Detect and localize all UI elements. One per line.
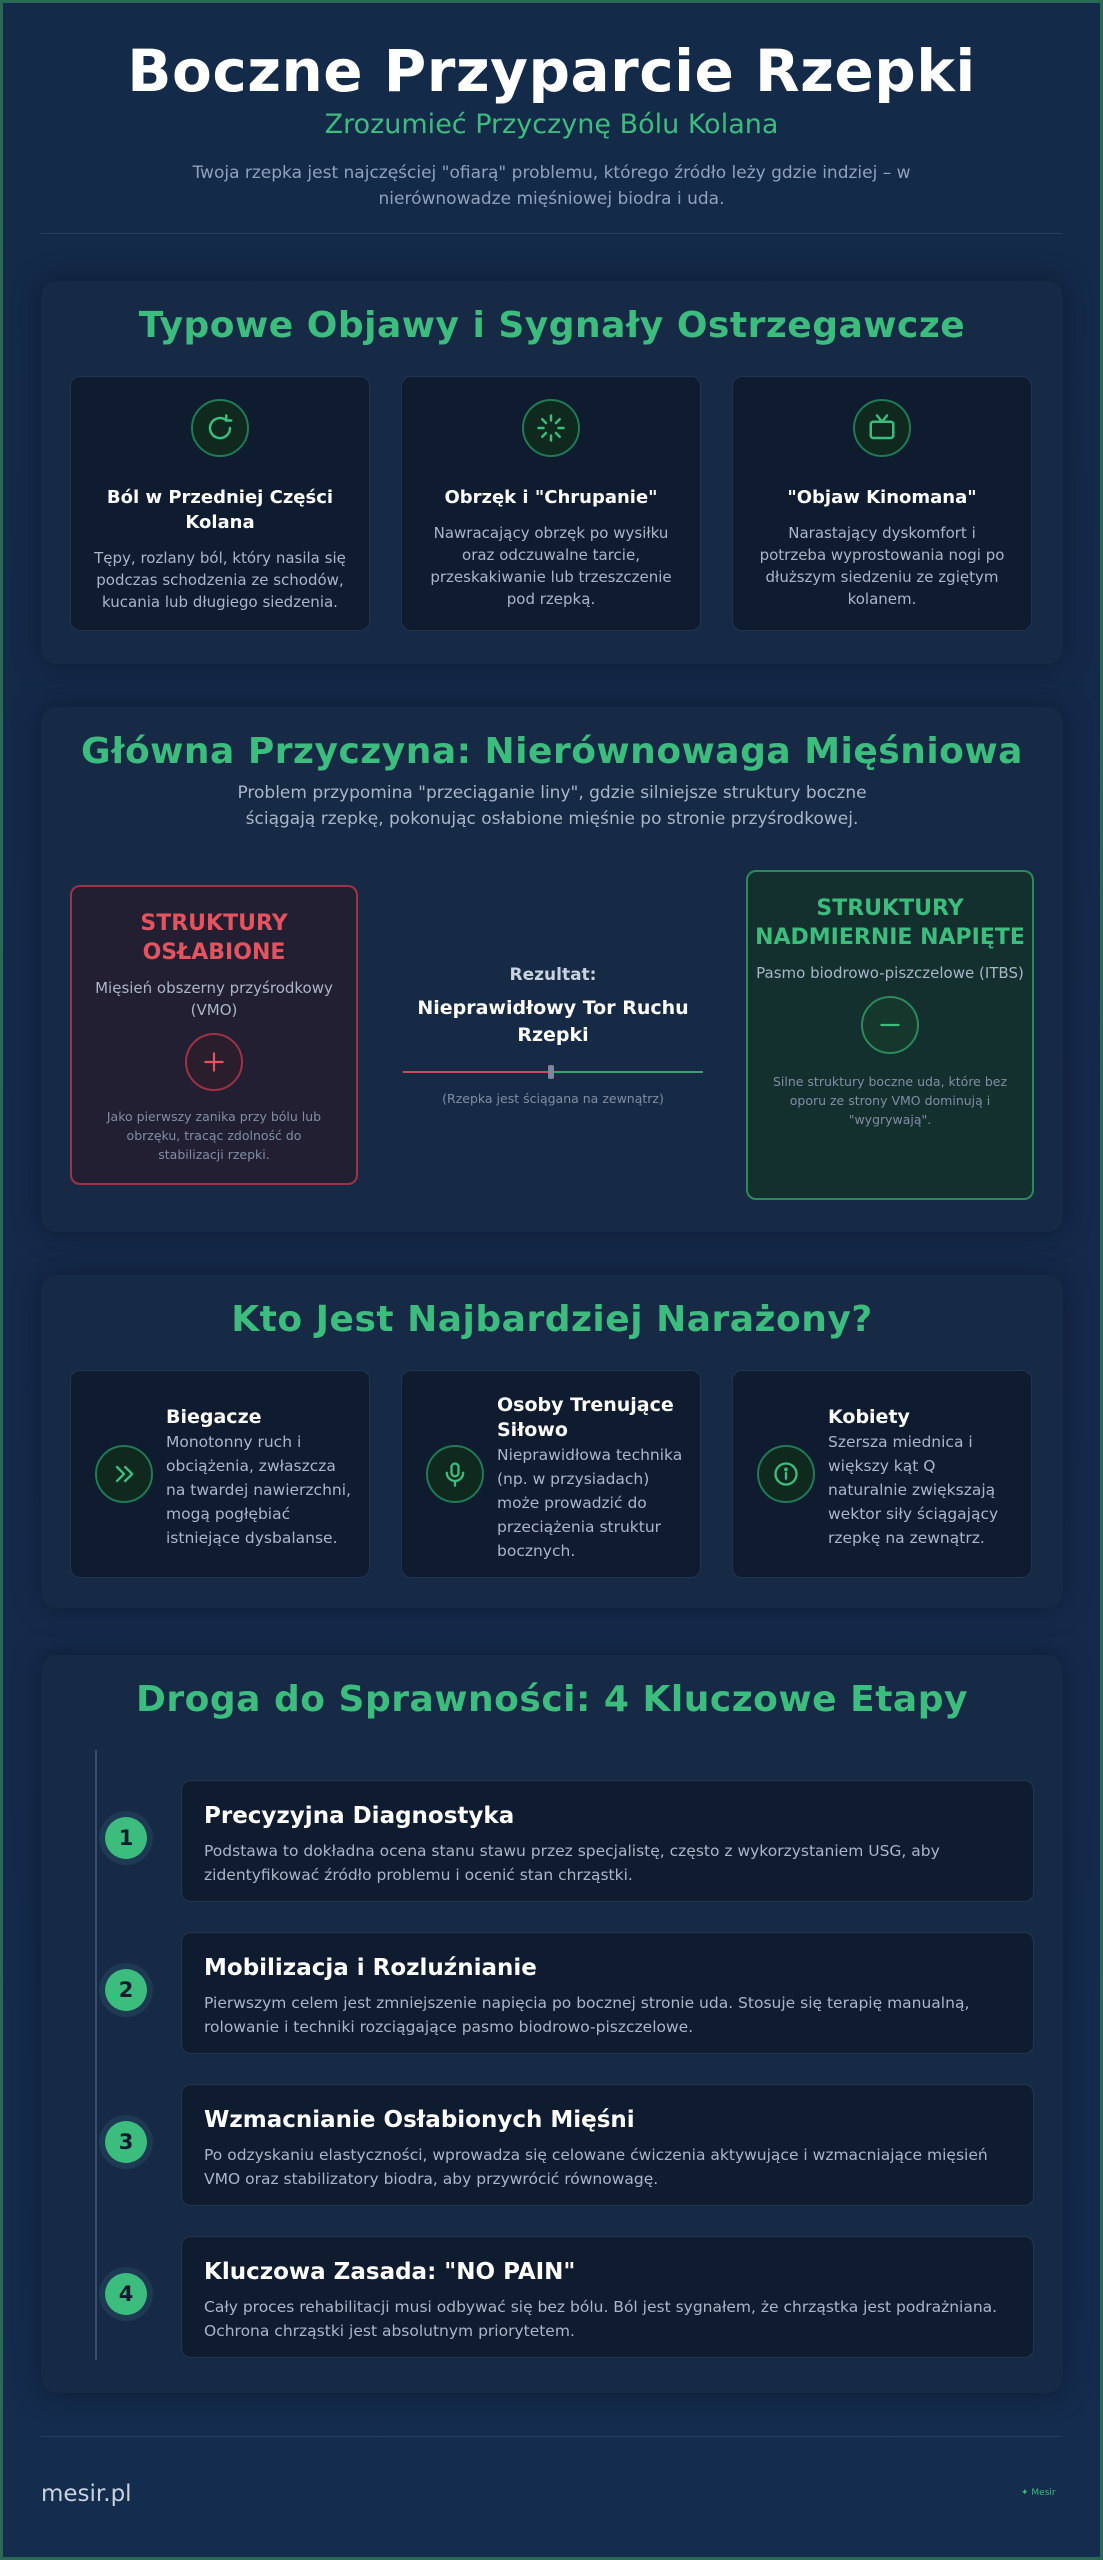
weak-note: Jako pierwszy zanika przy bólu lub obrzęku, tracąc zdolność do stabilizacji rzepki. (106, 1109, 322, 1162)
symptom-title: Ból w Przedniej Części Kolana (106, 487, 334, 533)
tv-icon (853, 399, 911, 457)
symptoms-title: Typowe Objawy i Sygnały Ostrzegawcze (138, 305, 966, 346)
plus-icon (185, 1033, 243, 1091)
logo-text: Mesir (1031, 2488, 1056, 2498)
step-desc: Po odzyskaniu elastyczności, wprowadza się celowane ćwiczenia aktywujące i wzmacniające mięsień VMO oraz stabilizatory biodra, aby przywrócić równowagę. (204, 2146, 988, 2188)
step-title: Mobilizacja i Rozluźnianie (204, 1955, 537, 1981)
result-note: (Rzepka jest ściągana na zewnątrz) (442, 1091, 664, 1106)
step-desc: Pierwszym celem jest zmniejszenie napięcia po bocznej stronie uda. Stosuje się terapię manualną, rolowanie i techniki rozciągające pasmo biodrowo-piszczelowe. (204, 1994, 970, 2036)
tight-structures-box (746, 870, 1034, 1200)
risk-card-title: Biegacze (166, 1406, 262, 1428)
tug-tight-side (553, 1071, 703, 1073)
tight-note: Silne struktury boczne uda, które bez oporu ze strony VMO dominują i "wygrywają". (772, 1074, 1008, 1127)
symptom-title: "Objaw Kinomana" (787, 487, 977, 508)
double-chevron-icon (95, 1445, 153, 1503)
header (3, 3, 1100, 212)
tug-weak-side (403, 1071, 553, 1073)
symptom-card (732, 376, 1032, 631)
tight-title: STRUKTURY NADMIERNIE NAPIĘTE (755, 896, 1025, 950)
risk-card-desc: Szersza miednica i większy kąt Q naturalnie zwiększają wektor siły ściągający rzepkę na zewnątrz. (828, 1433, 999, 1547)
risk-card-desc: Nieprawidłowa technika (np. w przysiadach) może prowadzić do przeciążenia struktur bocznych. (497, 1446, 683, 1560)
rotate-icon (191, 399, 249, 457)
symptom-card (70, 376, 370, 631)
tight-muscle: Pasmo biodrowo-piszczelowe (ITBS) (756, 964, 1024, 982)
symptom-desc: Tępy, rozlany ból, który nasila się podczas schodzenia ze schodów, kucania lub długiego siedzenia. (94, 549, 346, 611)
step-title: Kluczowa Zasada: "NO PAIN" (204, 2259, 576, 2285)
step-card (181, 1932, 1034, 2054)
patella-marker (548, 1065, 554, 1079)
step-desc: Podstawa to dokładna ocena stanu stawu przez specjalistę, często z wykorzystaniem USG, aby zidentyfikować źródło problemu i ocenić stan chrząstki. (204, 1842, 940, 1884)
site-link[interactable]: mesir.pl (41, 2481, 132, 2507)
result-label: Rezultat: (509, 965, 597, 985)
logo-mark-icon: ✦ (1021, 2488, 1029, 2498)
symptom-desc: Nawracający obrzęk po wysiłku oraz odczuwalne tarcie, przeskakiwanie lub trzeszczenie pod rzepką. (430, 524, 672, 608)
steps-title: Droga do Sprawności: 4 Kluczowe Etapy (136, 1679, 968, 1720)
weak-muscle: Mięsień obszerny przyśrodkowy (VMO) (95, 979, 333, 1019)
step-number: 1 (105, 1817, 147, 1859)
risk-text (166, 1405, 355, 1550)
step-title: Precyzyjna Diagnostyka (204, 1803, 515, 1829)
risk-title: Kto Jest Najbardziej Narażony? (231, 1299, 873, 1340)
risk-card (732, 1370, 1032, 1578)
risk-section (41, 1275, 1063, 1608)
page-title: Boczne Przyparcie Rzepki (127, 37, 976, 105)
step-desc: Cały proces rehabilitacji musi odbywać się bez bólu. Ból jest sygnałem, że chrząstka jest podrażniana. Ochrona chrząstki jest absolutnym priorytetem. (204, 2298, 998, 2340)
step-number: 4 (105, 2273, 147, 2315)
page-intro: Twoja rzepka jest najczęściej "ofiarą" problemu, którego źródło leży gdzie indziej – w nierównowadze mięśniowej biodra i uda. (192, 163, 911, 209)
step-card (181, 1780, 1034, 1902)
minus-icon (861, 996, 919, 1054)
page-subtitle: Zrozumieć Przyczynę Bólu Kolana (324, 109, 779, 140)
weak-title: STRUKTURY OSŁABIONE (140, 911, 288, 965)
risk-card (401, 1370, 701, 1578)
burst-icon (522, 399, 580, 457)
risk-card-title: Kobiety (828, 1406, 910, 1428)
logo (1021, 2488, 1056, 2498)
microphone-icon (426, 1445, 484, 1503)
step-card (181, 2236, 1034, 2358)
header-divider (41, 233, 1062, 234)
result-block (403, 965, 703, 1106)
risk-text (497, 1393, 686, 1563)
timeline-line (95, 1750, 97, 2360)
step-title: Wzmacnianie Osłabionych Mięśni (204, 2107, 635, 2133)
step-card (181, 2084, 1034, 2206)
symptom-title: Obrzęk i "Chrupanie" (444, 487, 658, 508)
risk-card-title: Osoby Trenujące Siłowo (497, 1394, 674, 1441)
step-number: 3 (105, 2121, 147, 2163)
risk-card-desc: Monotonny ruch i obciążenia, zwłaszcza na twardej nawierzchni, mogą pogłębiać istniejące dysbalanse. (166, 1433, 351, 1547)
weak-structures-box (70, 885, 358, 1185)
symptom-card (401, 376, 701, 631)
cause-title: Główna Przyczyna: Nierównowaga Mięśniowa (81, 731, 1023, 772)
result-value: Nieprawidłowy Tor Ruchu Rzepki (417, 997, 689, 1046)
symptoms-section (41, 281, 1063, 664)
footer-divider (41, 2436, 1062, 2437)
cause-section (41, 707, 1063, 1232)
symptom-desc: Narastający dyskomfort i potrzeba wyprostowania nogi po dłuższym siedzeniu ze zgiętym kolanem. (759, 524, 1005, 608)
steps-section (41, 1655, 1063, 2393)
tug-of-war-line (403, 1065, 703, 1079)
risk-text (828, 1405, 1017, 1550)
risk-card (70, 1370, 370, 1578)
info-icon (757, 1445, 815, 1503)
cause-subtitle: Problem przypomina "przeciąganie liny", gdzie silniejsze struktury boczne ściągają rzepkę, pokonując osłabione mięśnie po stronie przyśrodkowej. (237, 783, 867, 829)
step-number: 2 (105, 1969, 147, 2011)
